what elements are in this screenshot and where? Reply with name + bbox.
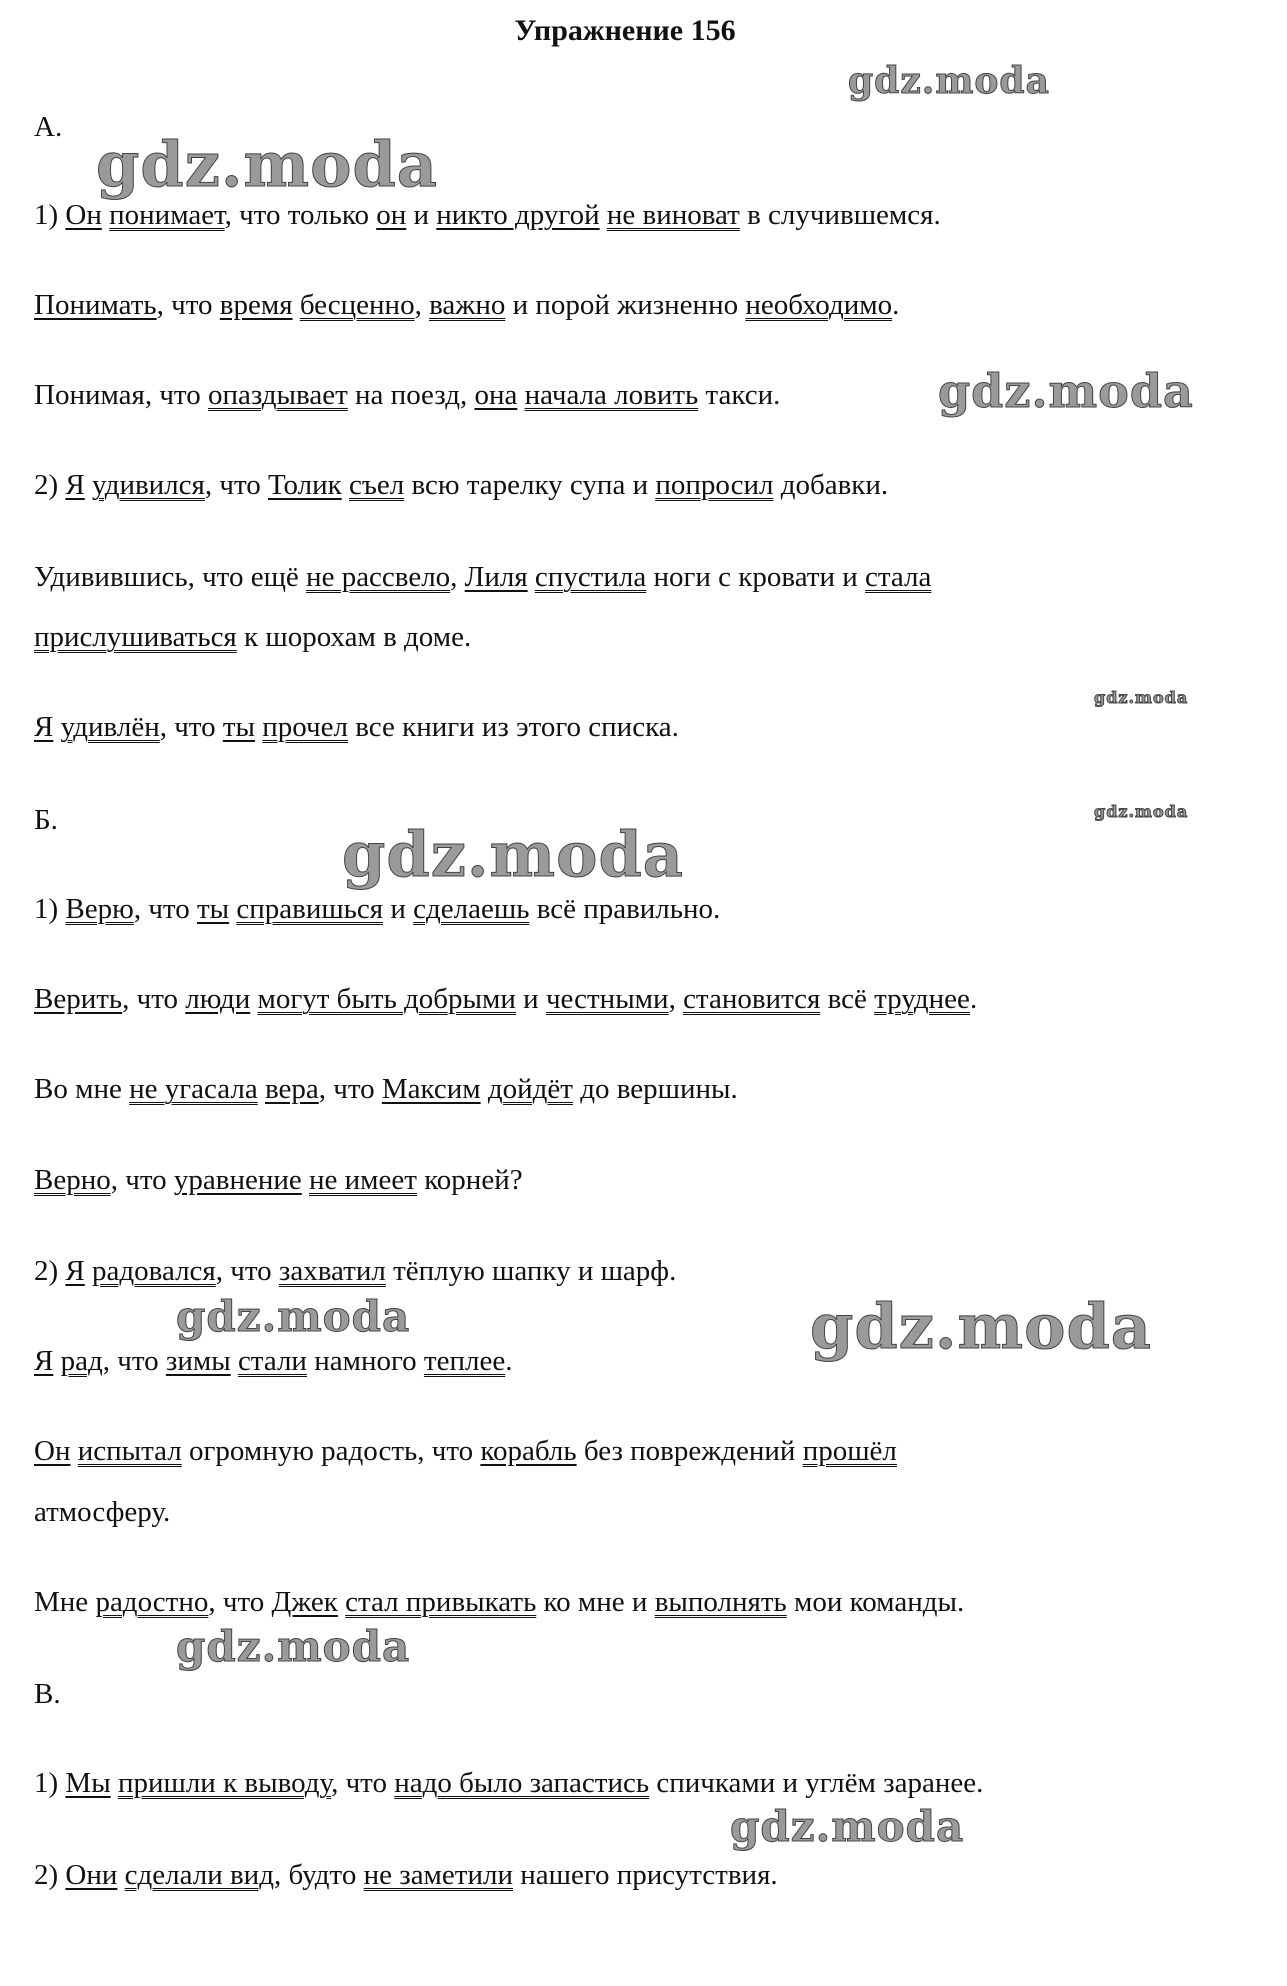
subject-word: Верить [34, 983, 123, 1015]
sentence-text: тёплую шапку и шарф. [385, 1255, 677, 1287]
subject-word: Я [34, 711, 54, 743]
sentence-text: , [414, 289, 430, 321]
sentence-text: Понимая, что [34, 379, 208, 411]
sentence-text: до вершины. [572, 1073, 738, 1105]
predicate-word: захватил [278, 1255, 386, 1287]
sentence-text: 1) [34, 893, 66, 925]
predicate-word: сделали вид [124, 1859, 274, 1891]
sentence-text: в случившемся. [739, 199, 941, 231]
section-v-label: В. [34, 1678, 61, 1710]
predicate-word: не виноват [606, 199, 740, 231]
sentence-a5 [34, 560, 931, 594]
subject-word: Максим [381, 1073, 481, 1105]
predicate-word: важно [429, 289, 506, 321]
predicate-word: труднее [874, 983, 970, 1015]
predicate-word: пришли к выводу [117, 1767, 332, 1799]
subject-word: Толик [268, 469, 342, 501]
sentence-text: корней? [416, 1164, 523, 1196]
sentence-text: к шорохам в доме. [236, 621, 472, 653]
predicate-word: не рассвело [306, 561, 451, 593]
sentence-text [117, 1859, 124, 1891]
sentence-text: и порой жизненно [505, 289, 746, 321]
sentence-text: на поезд, [347, 379, 475, 411]
predicate-word: удивлён [60, 711, 160, 743]
watermark: gdz.moda [848, 60, 1050, 102]
subject-word: Мы [65, 1767, 111, 1799]
subject-word: уравнение [173, 1164, 302, 1196]
predicate-word: опаздывает [207, 379, 348, 411]
predicate-word: бесценно [299, 289, 415, 321]
sentence-text [342, 469, 349, 501]
predicate-word: рад [60, 1345, 103, 1377]
watermark: gdz.moda [938, 364, 1194, 418]
sentence-text: Во мне [34, 1073, 130, 1105]
subject-word: вера [264, 1073, 319, 1105]
predicate-word: становится [683, 983, 821, 1015]
predicate-word: попросил [655, 469, 774, 501]
sentence-a5-continued [34, 620, 471, 654]
subject-word: Я [65, 469, 85, 501]
sentence-text: . [969, 983, 978, 1015]
sentence-a1 [34, 198, 941, 232]
sentence-text: такси. [698, 379, 781, 411]
sentence-text: Мне [34, 1586, 96, 1618]
sentence-text: огромную радость, что [181, 1435, 481, 1467]
sentence-text: , что [331, 1767, 395, 1799]
sentence-a4 [34, 468, 888, 502]
watermark: gdz.moda [176, 1622, 411, 1671]
sentence-text: , что [318, 1073, 382, 1105]
subject-word: корабль [480, 1435, 577, 1467]
sentence-text: и [515, 983, 546, 1015]
predicate-word: теплее [423, 1345, 506, 1377]
predicate-word: прошёл [802, 1435, 897, 1467]
sentence-text: 2) [34, 1859, 66, 1891]
sentence-text: и [406, 199, 437, 231]
sentence-b7-continued [34, 1495, 170, 1529]
sentence-v1 [34, 1766, 983, 1800]
subject-word: Я [34, 1345, 54, 1377]
predicate-word: могут быть добрыми [257, 983, 516, 1015]
predicate-word: прислушиваться [34, 621, 237, 653]
sentence-v2 [34, 1858, 778, 1892]
sentence-text: ноги с кровати и [646, 561, 866, 593]
watermark: gdz.moda [176, 1292, 411, 1341]
sentence-b7 [34, 1434, 897, 1468]
predicate-word: стала [865, 561, 932, 593]
predicate-word: выполнять [654, 1586, 787, 1618]
predicate-word: надо было запастись [394, 1767, 650, 1799]
sentence-text [53, 711, 60, 743]
section-a-label: А. [34, 111, 63, 143]
predicate-word: необходимо [745, 289, 893, 321]
subject-word: Понимать [34, 289, 157, 321]
predicate-word: радовался [92, 1255, 216, 1287]
predicate-word: не угасала [129, 1073, 258, 1105]
sentence-text: 1) [34, 1767, 66, 1799]
sentence-b2 [34, 982, 977, 1016]
sentence-text [258, 1073, 265, 1105]
sentence-text: 2) [34, 1255, 66, 1287]
watermark: gdz.moda [810, 1290, 1152, 1363]
predicate-word: прочел [262, 711, 348, 743]
predicate-word: справишься [236, 893, 384, 925]
page-title: Упражнение 156 [514, 14, 736, 47]
sentence-text [293, 289, 300, 321]
sentence-text: всю тарелку супа и [404, 469, 656, 501]
sentence-text: , [450, 561, 465, 593]
sentence-text: , что [102, 1345, 166, 1377]
predicate-word: не заметили [363, 1859, 513, 1891]
sentence-text: без повреждений [576, 1435, 803, 1467]
predicate-word: стали [237, 1345, 307, 1377]
subject-word: она [474, 379, 518, 411]
sentence-text: , что [208, 1586, 272, 1618]
subject-word: Лиля [464, 561, 528, 593]
sentence-b8 [34, 1585, 964, 1619]
sentence-a2 [34, 288, 899, 322]
sentence-text [528, 561, 535, 593]
sentence-text: , что [133, 893, 197, 925]
sentence-text: добавки. [773, 469, 889, 501]
predicate-word: честными [545, 983, 669, 1015]
sentence-text [85, 469, 92, 501]
sentence-text: спичками и углём заранее. [649, 1767, 984, 1799]
predicate-word: радостно [95, 1586, 209, 1618]
predicate-word: спустила [534, 561, 647, 593]
sentence-text: , что [159, 711, 223, 743]
sentence-text: мои команды. [786, 1586, 965, 1618]
subject-word: никто другой [436, 199, 600, 231]
sentence-text: . [892, 289, 900, 321]
sentence-text [231, 1345, 238, 1377]
watermark: gdz.moda [1094, 688, 1189, 707]
predicate-word: не имеет [309, 1164, 417, 1196]
sentence-text: намного [306, 1345, 424, 1377]
subject-word: ты [222, 711, 256, 743]
sentence-text [70, 1435, 77, 1467]
sentence-b6 [34, 1344, 512, 1378]
predicate-word: удивился [92, 469, 205, 501]
sentence-text [111, 1767, 118, 1799]
subject-word: люди [185, 983, 251, 1015]
subject-word: Джек [271, 1586, 338, 1618]
sentence-text [85, 1255, 92, 1287]
sentence-text: всё [820, 983, 875, 1015]
subject-word: Он [65, 199, 102, 231]
predicate-word: испытал [77, 1435, 182, 1467]
predicate-word: начала ловить [524, 379, 699, 411]
sentence-text: и [383, 893, 414, 925]
sentence-text: , что [122, 983, 186, 1015]
sentence-text [481, 1073, 488, 1105]
subject-word: он [376, 199, 407, 231]
subject-word: ты [196, 893, 230, 925]
sentence-text: всё правильно. [529, 893, 721, 925]
sentence-text [600, 199, 607, 231]
subject-word: Они [65, 1859, 118, 1891]
sentence-b4 [34, 1163, 523, 1197]
predicate-word: стал привыкать [345, 1586, 537, 1618]
sentence-text: , что только [224, 199, 377, 231]
sentence-text: , что [110, 1164, 174, 1196]
sentence-text: все книги из этого списка. [347, 711, 679, 743]
sentence-text: , что [204, 469, 268, 501]
sentence-text: нашего присутствия. [512, 1859, 778, 1891]
predicate-word: Верю [65, 893, 134, 925]
predicate-word: сделаешь [413, 893, 530, 925]
sentence-text: , [668, 983, 684, 1015]
sentence-a3 [34, 378, 780, 412]
sentence-text: 2) [34, 469, 66, 501]
predicate-word: дойдёт [487, 1073, 573, 1105]
sentence-text: , будто [273, 1859, 364, 1891]
sentence-text: атмосферу. [34, 1496, 171, 1528]
sentence-text [53, 1345, 60, 1377]
subject-word: Он [34, 1435, 71, 1467]
watermark: gdz.moda [96, 128, 438, 201]
sentence-text: ко мне и [536, 1586, 655, 1618]
predicate-word: понимает [109, 199, 225, 231]
subject-word: Я [65, 1255, 85, 1287]
subject-word: зимы [165, 1345, 231, 1377]
sentence-text: , что [215, 1255, 279, 1287]
sentence-text: Удивившись, что ещё [34, 561, 307, 593]
section-b-label: Б. [34, 804, 58, 836]
sentence-a6 [34, 710, 679, 744]
sentence-text: , что [156, 289, 220, 321]
watermark: gdz.moda [730, 1802, 965, 1851]
sentence-text [517, 379, 524, 411]
subject-word: время [219, 289, 293, 321]
watermark: gdz.moda [342, 818, 684, 891]
predicate-word: съел [348, 469, 405, 501]
watermark: gdz.moda [1094, 802, 1189, 821]
sentence-text: . [505, 1345, 513, 1377]
predicate-word: Верно [34, 1164, 111, 1196]
sentence-b1 [34, 892, 720, 926]
sentence-b3 [34, 1072, 738, 1106]
sentence-text: 1) [34, 199, 66, 231]
sentence-text [302, 1164, 309, 1196]
sentence-b5 [34, 1254, 676, 1288]
